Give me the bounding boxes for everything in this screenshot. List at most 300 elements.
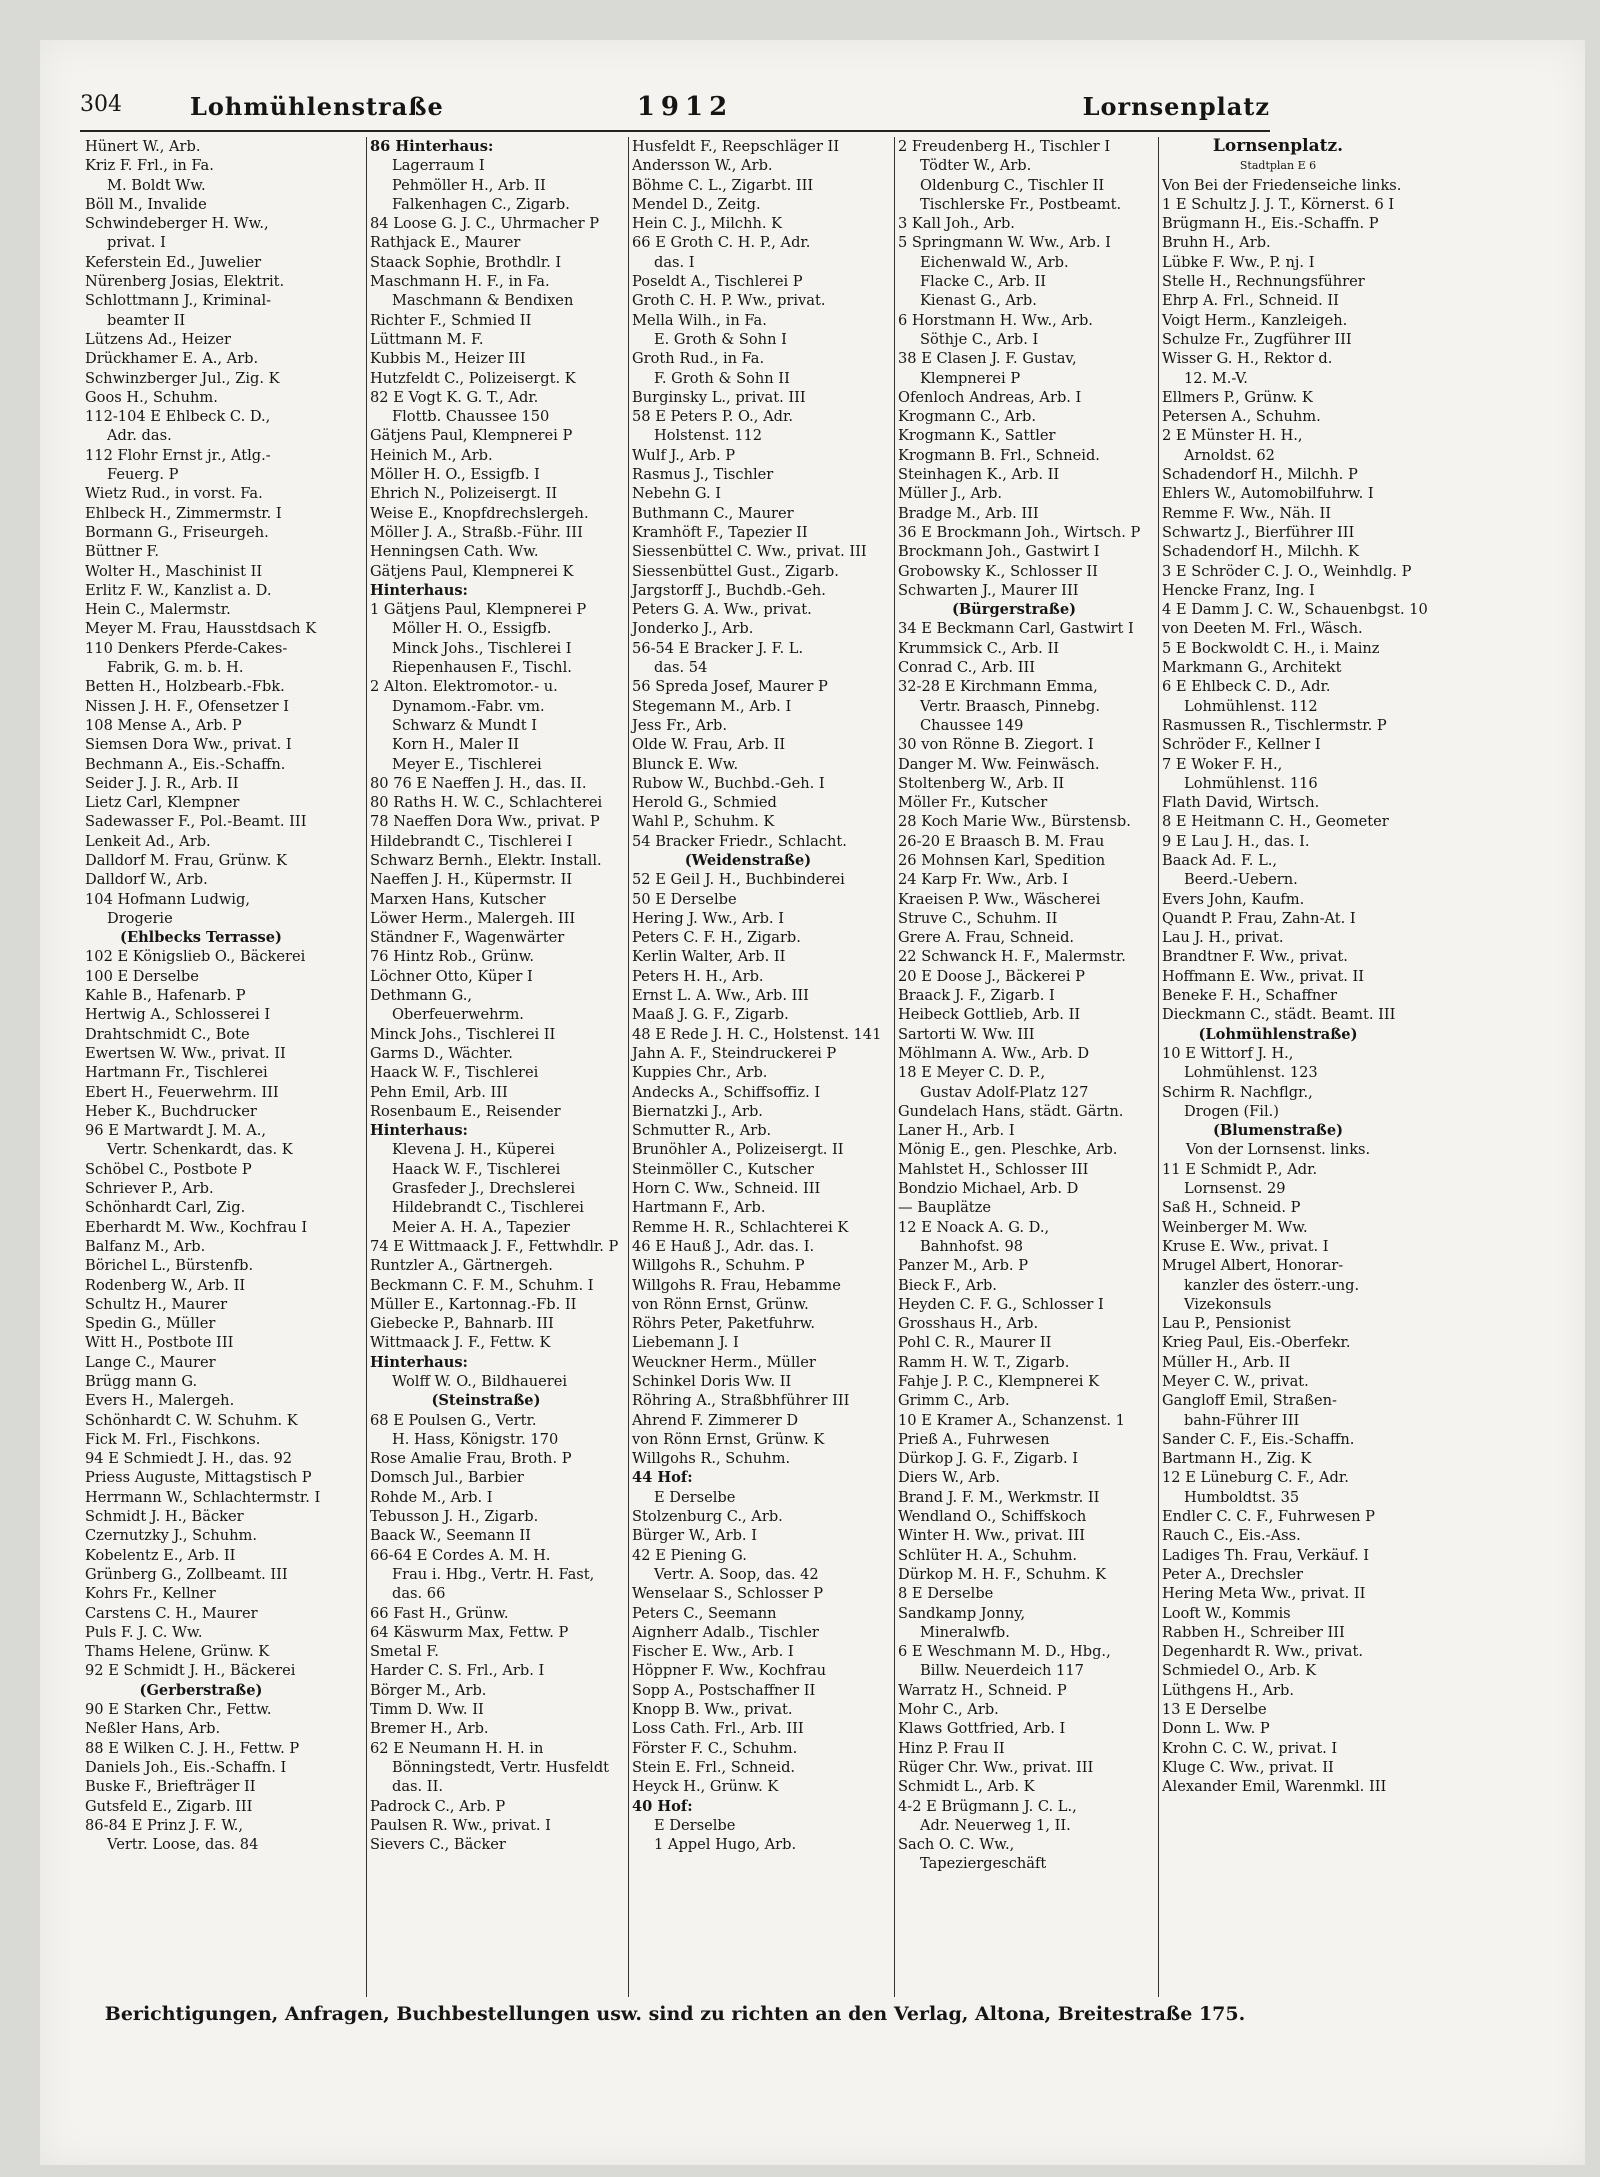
directory-entry: Ebert H., Feuerwehrm. III [85,1083,279,1101]
directory-entry: 66 Fast H., Grünw. [370,1604,509,1622]
directory-entry: Schwindeberger H. Ww., [85,215,269,233]
directory-entry: Paulsen R. Ww., privat. I [370,1816,551,1834]
directory-entry: Mella Wilh., in Fa. [632,311,767,329]
directory-entry: von Deeten M. Frl., Wäsch. [1162,620,1363,638]
directory-entry: Willgohs R., Schuhm. P [632,1257,805,1275]
directory-entry: Hein C. J., Milchh. K [632,215,783,233]
directory-entry: Korn H., Maler II [392,736,520,754]
column-divider [894,137,895,1997]
directory-entry: Winter H. Ww., privat. III [898,1527,1085,1545]
directory-entry: bahn-Führer III [1184,1411,1300,1429]
directory-entry: Richter F., Schmied II [370,311,532,329]
directory-entry: 112-104 E Ehlbeck C. D., [85,408,271,426]
directory-entry: Schulze Fr., Zugführer III [1162,330,1352,348]
directory-entry: Struve C., Schuhm. II [898,909,1058,927]
directory-entry: Willgohs R., Schuhm. [632,1450,791,1468]
directory-entry: Meyer E., Tischlerei [392,755,542,773]
directory-entry: Jargstorff J., Buchdb.-Geh. [632,581,826,599]
directory-entry: Heinich M., Arb. [370,446,493,464]
directory-entry: Olde W. Frau, Arb. II [632,736,786,754]
directory-entry: Müller E., Kartonnag.-Fb. II [370,1295,577,1313]
directory-entry: Bahnhofst. 98 [920,1237,1024,1255]
directory-entry: Sander C. F., Eis.-Schaffn. [1162,1430,1355,1448]
directory-entry: 76 Hintz Rob., Grünw. [370,948,535,966]
directory-entry: 88 E Wilken C. J. H., Fettw. P [85,1739,300,1757]
directory-entry: Lornsenst. 29 [1184,1180,1286,1198]
directory-entry: 11 E Schmidt P., Adr. [1162,1160,1318,1178]
directory-entry: Wittmaack J. F., Fettw. K [370,1334,551,1352]
directory-entry: Staack Sophie, Brothdlr. I [370,253,562,271]
directory-entry: Smetal F. [370,1643,439,1661]
directory-entry: Minck Johs., Tischlerei I [392,639,572,657]
directory-entry: Bormann G., Friseurgeh. [85,523,269,541]
directory-entry: Sandkamp Jonny, [898,1604,1026,1622]
directory-entry: Kraeisen P. Ww., Wäscherei [898,890,1101,908]
directory-entry: Nissen J. H. F., Ofensetzer I [85,697,289,715]
directory-entry: Sartorti W. Ww. III [898,1025,1035,1043]
directory-entry: 78 Naeffen Dora Ww., privat. P [370,813,600,831]
directory-entry: 38 E Clasen J. F. Gustav, [898,350,1077,368]
directory-entry: Quandt P. Frau, Zahn-At. I [1162,909,1356,927]
directory-entry: Eichenwald W., Arb. [920,253,1069,271]
directory-entry: Dalldorf W., Arb. [85,871,208,889]
directory-entry: von Rönn Ernst, Grünw. K [632,1430,825,1448]
directory-entry: Schlottmann J., Kriminal- [85,292,272,310]
directory-entry: Endler C. C. F., Fuhrwesen P [1162,1508,1375,1526]
directory-entry: Gundelach Hans, städt. Gärtn. [898,1102,1124,1120]
directory-entry: Vertr. Braasch, Pinnebg. [920,697,1101,715]
directory-entry: Wenselaar S., Schlosser P [632,1585,824,1603]
directory-entry: Bieck F., Arb. [898,1276,997,1294]
directory-entry: Schadendorf H., Milchh. P [1162,466,1358,484]
directory-entry: Rauch C., Eis.-Ass. [1162,1527,1301,1545]
directory-entry: Ramm H. W. T., Zigarb. [898,1353,1070,1371]
directory-entry: Hertwig A., Schlosserei I [85,1006,271,1024]
directory-entry: Poseldt A., Tischlerei P [632,273,803,291]
directory-entry: Dieckmann C., städt. Beamt. III [1162,1006,1396,1024]
directory-entry: Gätjens Paul, Klempnerei K [370,562,574,580]
directory-entry: Evers H., Malergeh. [85,1392,235,1410]
directory-entry: 100 E Derselbe [85,967,199,985]
directory-entry: Krogmann B. Frl., Schneid. [898,446,1100,464]
directory-entry: Peters C. F. H., Zigarb. [632,929,801,947]
directory-entry: 6 E Ehlbeck C. D., Adr. [1162,678,1331,696]
directory-entry: das. 66 [392,1585,446,1603]
directory-entry: Bartmann H., Zig. K [1162,1450,1312,1468]
directory-entry: Jahn A. F., Steindruckerei P [632,1044,837,1062]
directory-entry: Rubow W., Buchbd.-Geh. I [632,774,825,792]
directory-entry: E. Groth & Sohn I [654,330,787,348]
page-header [80,92,1270,124]
directory-entry: Evers John, Kaufm. [1162,890,1305,908]
directory-entry: Krummsick C., Arb. II [898,639,1059,657]
directory-entry: E Derselbe [654,1488,736,1506]
directory-entry: Dürkop M. H. F., Schuhm. K [898,1565,1107,1583]
directory-entry: Padrock C., Arb. P [370,1797,506,1815]
directory-entry: Mrugel Albert, Honorar- [1162,1257,1344,1275]
directory-entry: 46 E Hauß J., Adr. das. I. [632,1237,815,1255]
directory-entry: 102 E Königslieb O., Bäckerei [85,948,306,966]
directory-entry: Buthmann C., Maurer [632,504,794,522]
column-5 [1162,136,1428,1797]
column-3 [632,137,882,1854]
directory-entry: Bürger W., Arb. I [632,1527,757,1545]
directory-entry: Knopp B. Ww., privat. [632,1701,793,1719]
directory-entry: Mohr C., Arb. [898,1701,999,1719]
directory-entry: Förster F. C., Schuhm. [632,1739,798,1757]
directory-entry: Heyden C. F. G., Schlosser I [898,1295,1104,1313]
directory-entry: Billw. Neuerdeich 117 [920,1662,1084,1680]
directory-entry: 6 E Weschmann M. D., Hbg., [898,1643,1111,1661]
directory-entry: Betten H., Holzbearb.-Fbk. [85,678,285,696]
directory-entry: Ellmers P., Grünw. K [1162,388,1313,406]
directory-entry: Schadendorf H., Milchh. K [1162,543,1359,561]
directory-entry: Heibeck Gottlieb, Arb. II [898,1006,1081,1024]
directory-entry: 20 E Doose J., Bäckerei P [898,967,1085,985]
directory-entry: Kuppies Chr., Arb. [632,1064,768,1082]
directory-entry: Krogmann K., Sattler [898,427,1056,445]
directory-entry: (Blumenstraße) [1212,1122,1344,1140]
directory-entry: Neßler Hans, Arb. [85,1720,221,1738]
directory-entry: Mineralwfb. [920,1623,1010,1641]
directory-entry: das. II. [392,1778,443,1796]
directory-entry: kanzler des österr.-ung. [1184,1276,1360,1294]
directory-entry: Lützens Ad., Heizer [85,330,231,348]
directory-entry: Höppner F. Ww., Kochfrau [632,1662,826,1680]
directory-entry: Brügmann H., Eis.-Schaffn. P [1162,215,1379,233]
directory-entry: Kienast G., Arb. [920,292,1037,310]
directory-entry: Grünberg G., Zollbeamt. III [85,1565,288,1583]
directory-entry: Von Bei der Friedenseiche links. [1162,176,1402,194]
directory-entry: (Weidenstraße) [684,851,812,869]
directory-entry: 32-28 E Kirchmann Emma, [898,678,1098,696]
directory-entry: Wolter H., Maschinist II [85,562,263,580]
directory-entry: Giebecke P., Bahnarb. III [370,1315,554,1333]
directory-entry: Bradge M., Arb. III [898,504,1039,522]
directory-entry: Hinterhaus: [370,581,468,599]
directory-entry: Grobowsky K., Schlosser II [898,562,1098,580]
directory-entry: 10 E Wittorf J. H., [1162,1044,1294,1062]
directory-entry: 74 E Wittmaack J. F., Fettwhdlr. P [370,1237,619,1255]
directory-entry: 4-2 E Brügmann J. C. L., [898,1797,1077,1815]
directory-entry: Klempnerei P [920,369,1021,387]
directory-entry: Weinberger M. Ww. [1162,1218,1308,1236]
directory-entry: 104 Hofmann Ludwig, [85,890,250,908]
directory-entry: Andersson W., Arb. [632,157,773,175]
directory-entry: Schönhardt C. W. Schuhm. K [85,1411,298,1429]
column-2 [370,137,619,1854]
directory-entry: Schwinzberger Jul., Zig. K [85,369,280,387]
directory-entry: privat. I [107,234,166,252]
directory-entry: Jess Fr., Arb. [632,716,728,734]
directory-entry: 4 E Damm J. C. W., Schauenbgst. 10 [1162,601,1428,619]
directory-entry: M. Boldt Ww. [107,176,206,194]
directory-entry: Minck Johs., Tischlerei II [370,1025,556,1043]
footer-notice: Berichtigungen, Anfragen, Buchbestellungen usw. sind zu richten an den Verlag, Altona, Breitestraße 175. [104,2003,1246,2025]
directory-entry: Lohmühlenst. 123 [1184,1064,1318,1082]
directory-entry: Rabben H., Schreiber III [1162,1623,1345,1641]
directory-entry: 2 Alton. Elektromotor.- u. [370,678,558,696]
directory-entry: Börichel L., Bürstenfb. [85,1257,254,1275]
directory-entry: Sadewasser F., Pol.-Beamt. III [85,813,307,831]
directory-entry: 7 E Woker F. H., [1162,755,1283,773]
directory-entry: Timm D. Ww. II [370,1701,484,1719]
directory-entry: 66 E Groth C. H. P., Adr. [632,234,811,252]
directory-entry: 40 Hof: [632,1797,693,1815]
directory-entry: Tebusson J. H., Zigarb. [370,1508,539,1526]
directory-entry: Ehlbeck H., Zimmermstr. I [85,504,282,522]
directory-entry: Puls F. J. C. Ww. [85,1623,203,1641]
directory-entry: Groth C. H. P. Ww., privat. [632,292,826,310]
directory-entry: Hinterhaus: [370,1353,468,1371]
directory-entry: Klevena J. H., Küperei [392,1141,555,1159]
directory-entry: 18 E Meyer C. D. P., [898,1064,1046,1082]
directory-entry: Garms D., Wächter. [370,1044,513,1062]
directory-entry: Baack Ad. F. L., [1162,851,1278,869]
directory-entry: 42 E Piening G. [632,1546,747,1564]
directory-entry: Kahle B., Hafenarb. P [85,987,246,1005]
directory-entry: Haack W. F., Tischlerei [392,1160,561,1178]
directory-entry: Schöbel C., Postbote P [85,1160,252,1178]
directory-entry: 54 Bracker Friedr., Schlacht. [632,832,847,850]
year: 1912 [636,92,734,122]
directory-entry: Siessenbüttel Gust., Zigarb. [632,562,839,580]
directory-entry: Söthje C., Arb. I [920,330,1039,348]
directory-entry: Fick M. Frl., Fischkons. [85,1430,261,1448]
directory-entry: Kobelentz E., Arb. II [85,1546,236,1564]
directory-entry: Lohmühlenst. 112 [1184,697,1318,715]
directory-entry: Schmidt L., Arb. K [898,1778,1035,1796]
directory-entry: Siemsen Dora Ww., privat. I [85,736,292,754]
directory-entry: Bönningstedt, Vertr. Husfeldt [392,1758,610,1776]
directory-entry: 94 E Schmiedt J. H., das. 92 [85,1450,293,1468]
directory-entry: 3 E Schröder C. J. O., Weinhdlg. P [1162,562,1412,580]
directory-entry: Grasfeder J., Drechslerei [392,1180,576,1198]
directory-entry: Brunöhler A., Polizeisergt. II [632,1141,844,1159]
directory-entry: Schinkel Doris Ww. II [632,1373,792,1390]
column-1 [85,137,321,1854]
directory-entry: Willgohs R. Frau, Hebamme [632,1276,841,1294]
directory-entry: Weise E., Knopfdrechslergeh. [370,504,589,522]
directory-entry: Kohrs Fr., Kellner [85,1585,216,1603]
directory-entry: 50 E Derselbe [632,890,737,908]
directory-entry: Mahlstet H., Schlosser III [898,1160,1089,1178]
directory-entry: 56-54 E Bracker J. F. L. [632,639,804,657]
directory-entry: 64 Käswurm Max, Fettw. P [370,1623,569,1641]
directory-entry: 86 Hinterhaus: [370,138,494,155]
directory-entry: Möller H. O., Essigfb. I [370,466,540,484]
directory-entry: Tödter W., Arb. [920,157,1032,175]
directory-entry: 48 E Rede J. H. C., Holstenst. 141 [632,1025,882,1043]
directory-entry: Heber K., Buchdrucker [85,1102,257,1120]
directory-entry: Eberhardt M. Ww., Kochfrau I [85,1218,308,1236]
directory-entry: 80 76 E Naeffen J. H., das. II. [370,774,587,792]
directory-entry: Riepenhausen F., Tischl. [392,659,572,677]
directory-entry: 66-64 E Cordes A. M. H. [370,1546,551,1564]
directory-entry: Kubbis M., Heizer III [370,350,526,368]
directory-entry: Thams Helene, Grünw. K [85,1643,270,1661]
directory-entry: 92 E Schmidt J. H., Bäckerei [85,1662,296,1680]
directory-entry: Stein E. Frl., Schneid. [632,1758,796,1776]
directory-entry: Siessenbüttel C. Ww., privat. III [632,543,867,561]
directory-entry: Schröder F., Kellner I [1162,736,1321,754]
directory-entry: Seider J. J. R., Arb. II [85,774,239,792]
directory-entry: 12 E Lüneburg C. F., Adr. [1162,1469,1349,1487]
directory-entry: 56 Spreda Josef, Maurer P [632,678,828,696]
directory-entry: 13 E Derselbe [1162,1701,1267,1719]
directory-entry: Henningsen Cath. Ww. [370,543,539,561]
directory-entry: Ehrp A. Frl., Schneid. II [1162,292,1339,310]
directory-entry: Brand J. F. M., Werkmstr. II [898,1488,1100,1506]
directory-entry: Flath David, Wirtsch. [1162,794,1320,812]
directory-entry: Dethmann G., [370,987,472,1005]
directory-entry: Rohde M., Arb. I [370,1488,493,1506]
directory-entry: E Derselbe [654,1816,736,1834]
directory-entry: Wahl P., Schuhm. K [632,813,775,831]
directory-entry: Ahrend F. Zimmerer D [632,1411,799,1429]
directory-entry: Schmutter R., Arb. [632,1122,772,1140]
directory-entry: Falkenhagen C., Zigarb. [392,195,570,213]
directory-entry: Baack W., Seemann II [370,1527,531,1545]
directory-entry: Ehlers W., Automobilfuhrw. I [1162,485,1374,503]
directory-entry: 12. M.-V. [1184,369,1248,387]
directory-entry: Drahtschmidt C., Bote [85,1025,250,1043]
directory-entry: Lange C., Maurer [85,1353,216,1371]
directory-entry: 26 Mohnsen Karl, Spedition [898,851,1106,869]
directory-entry: Fahje J. P. C., Klempnerei K [898,1373,1099,1390]
directory-entry: Maaß J. G. F., Zigarb. [632,1006,789,1024]
directory-entry: 108 Mense A., Arb. P [85,716,242,734]
directory-entry: Panzer M., Arb. P [898,1257,1029,1275]
directory-entry: Mendel D., Zeitg. [632,195,761,213]
directory-entry: Domsch Jul., Barbier [370,1469,524,1487]
column-4 [898,137,1141,1874]
directory-entry: Adr. das. [107,427,172,445]
directory-entry: Dürkop J. G. F., Zigarb. I [898,1450,1079,1468]
directory-entry: Goos H., Schuhm. [85,388,218,406]
directory-entry: Lietz Carl, Klempner [85,794,240,812]
page-number: 304 [80,92,122,117]
column-divider [1158,137,1159,1997]
directory-entry: Kriz F. Frl., in Fa. [85,157,214,175]
directory-entry: Hinterhaus: [370,1122,468,1140]
directory-entry: Chaussee 149 [920,716,1024,734]
directory-entry: Schlüter H. A., Schuhm. [898,1546,1078,1564]
directory-entry: Ladiges Th. Frau, Verkäuf. I [1162,1546,1370,1564]
directory-entry: Runtzler A., Gärtnergeh. [370,1257,553,1275]
directory-entry: Brügg mann G. [85,1373,198,1390]
directory-entry: 8 E Heitmann C. H., Geometer [1162,813,1389,831]
directory-entry: Hutzfeldt C., Polizeisergt. K [370,369,576,387]
directory-entry: 44 Hof: [632,1469,693,1487]
directory-entry: Schönhardt Carl, Zig. [85,1199,246,1217]
directory-entry: 30 von Rönne B. Ziegort. I [898,736,1094,754]
directory-entry: Hencke Franz, Ing. I [1162,581,1315,599]
directory-entry: Drogen (Fil.) [1184,1102,1279,1120]
directory-entry: Blunck E. Ww. [632,755,739,773]
directory-entry: Hildebrandt C., Tischlerei [392,1199,584,1217]
directory-entry: Stelle H., Rechnungsführer [1162,273,1365,291]
directory-entry: Laner H., Arb. I [898,1122,1015,1140]
directory-entry: Herrmann W., Schlachtermstr. I [85,1488,321,1506]
directory-entry: Remme H. R., Schlachterei K [632,1218,849,1236]
directory-entry: 52 E Geil J. H., Buchbinderei [632,871,845,889]
directory-entry: Hünert W., Arb. [85,138,201,155]
directory-entry: Diers W., Arb. [898,1469,1000,1487]
directory-entry: Schirm R. Nachflgr., [1162,1083,1313,1101]
directory-entry: 58 E Peters P. O., Adr. [632,408,793,426]
directory-entry: Petersen A., Schuhm. [1162,408,1321,426]
directory-entry: 24 Karp Fr. Ww., Arb. I [898,871,1069,889]
directory-entry: Rose Amalie Frau, Broth. P [370,1450,572,1468]
directory-entry: 34 E Beckmann Carl, Gastwirt I [898,620,1134,638]
directory-entry: das. 54 [654,659,708,677]
directory-entry: Tapeziergeschäft [920,1855,1047,1873]
directory-entry: Markmann G., Architekt [1162,659,1342,677]
directory-entry: 1 E Schultz J. J. T., Körnerst. 6 I [1162,195,1395,213]
directory-entry: Kluge C. Ww., privat. II [1162,1758,1334,1776]
directory-entry: Daniels Joh., Eis.-Schaffn. I [85,1758,287,1776]
directory-entry: Wietz Rud., in vorst. Fa. [85,485,263,503]
directory-entry: Hoffmann E. Ww., privat. II [1162,967,1365,985]
directory-entry: Schwarz & Mundt I [392,716,538,734]
directory-entry: Meier A. H. A., Tapezier [392,1218,571,1236]
directory-entry: Groth Rud., in Fa. [632,350,765,368]
directory-entry: Holstenst. 112 [654,427,763,445]
directory-entry: Kruse E. Ww., privat. I [1162,1237,1329,1255]
directory-entry: Stoltenberg W., Arb. II [898,774,1065,792]
directory-entry: Schriever P., Arb. [85,1180,214,1198]
directory-entry: Braack J. F., Zigarb. I [898,987,1055,1005]
directory-entry: Brandtner F. Ww., privat. [1162,948,1348,966]
directory-entry: 6 Horstmann H. Ww., Arb. [898,311,1093,329]
directory-entry: Krogmann C., Arb. [898,408,1037,426]
directory-entry: Spedin G., Müller [85,1315,216,1333]
directory-entry: Fischer E. Ww., Arb. I [632,1643,794,1661]
directory-entry: Husfeldt F., Reepschläger II [632,138,840,155]
directory-entry: Von der Lornsenst. links. [1185,1141,1371,1159]
directory-entry: Bruhn H., Arb. [1162,234,1271,252]
directory-entry: Börger M., Arb. [370,1681,487,1699]
directory-entry: Sach O. C. Ww., [898,1836,1015,1854]
directory-entry: Böhme C. L., Zigarbt. III [632,176,814,194]
directory-entry: Andecks A., Schiffsoffiz. I [632,1083,821,1101]
directory-entry: Grimm C., Arb. [898,1392,1010,1410]
directory-entry: Loss Cath. Frl., Arb. III [632,1720,804,1738]
street-title-left: Lohmühlenstraße [190,92,444,121]
directory-entry: Büttner F. [85,543,159,561]
directory-entry: 9 E Lau J. H., das. I. [1162,832,1310,850]
directory-entry: Schmidt J. H., Bäcker [85,1508,244,1526]
directory-entry: Harder C. S. Frl., Arb. I [370,1662,545,1680]
directory-entry: 5 E Bockwoldt C. H., i. Mainz [1162,639,1380,657]
directory-entry: Conrad C., Arb. III [898,659,1036,677]
directory-entry: 112 Flohr Ernst jr., Atlg.- [85,446,271,464]
directory-entry: Möller H. O., Essigfb. [392,620,552,638]
directory-entry: Lüttmann M. F. [370,330,484,348]
directory-entry: Burginsky L., privat. III [632,388,806,406]
directory-entry: 86-84 E Prinz J. F. W., [85,1816,244,1834]
directory-entry: Nürenberg Josias, Elektrit. [85,273,285,291]
directory-entry: 22 Schwanck H. F., Malermstr. [898,948,1126,966]
directory-entry: — Bauplätze [898,1199,991,1217]
directory-entry: Danger M. Ww. Feinwäsch. [898,755,1100,773]
directory-entry: Ernst L. A. Ww., Arb. III [632,987,809,1005]
directory-entry: Kerlin Walter, Arb. II [632,948,786,966]
directory-entry: Lübke F. Ww., P. nj. I [1162,253,1315,271]
directory-entry: Vertr. A. Soop, das. 42 [654,1565,819,1583]
directory-entry: Rodenberg W., Arb. II [85,1276,246,1294]
